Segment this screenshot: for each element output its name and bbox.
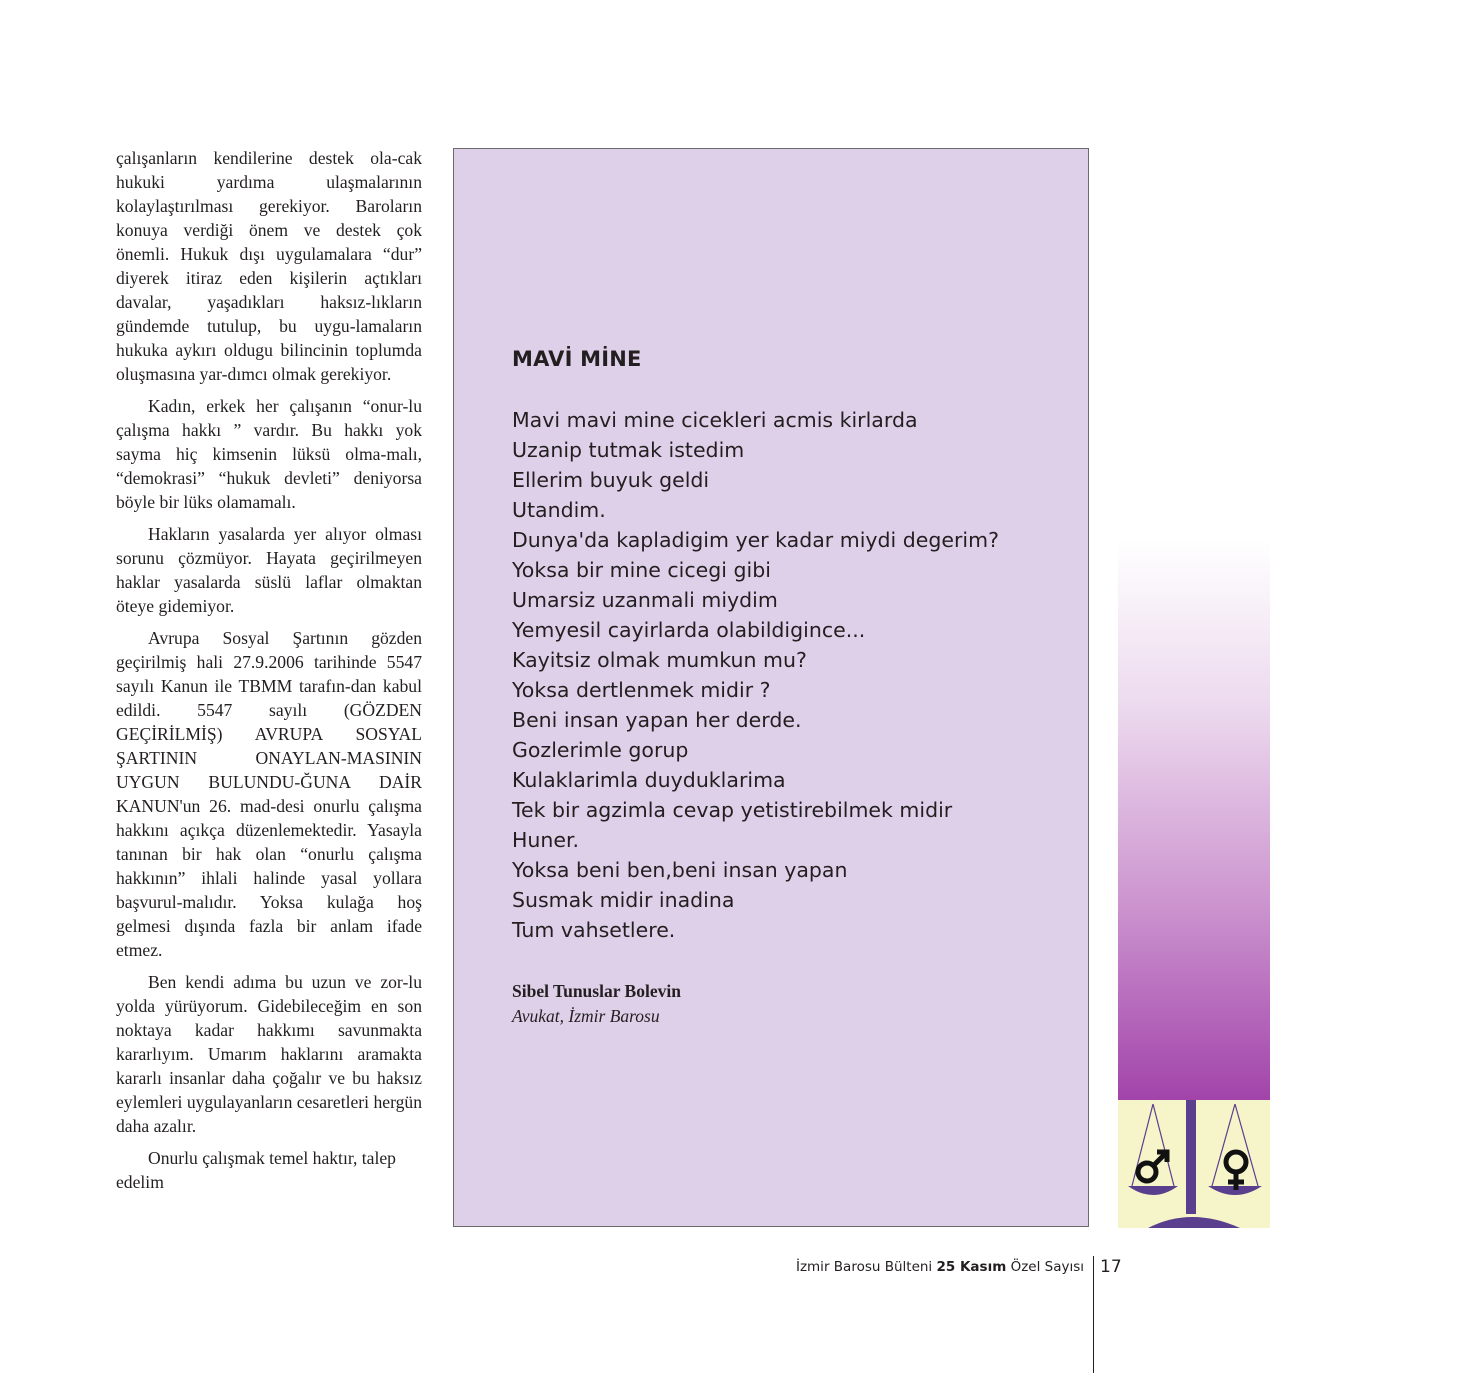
article-paragraph: Onurlu çalışmak temel haktır, talep edelim — [116, 1148, 396, 1192]
poem-line: Kulaklarimla duyduklarima — [512, 768, 786, 792]
footer-text-bold: 25 Kasım — [936, 1259, 1007, 1275]
balance-scale-icon — [1118, 1100, 1270, 1228]
poem-line: Yemyesil cayirlarda olabildigince... — [512, 618, 866, 642]
footer-divider — [1093, 1256, 1094, 1373]
poem-line: Dunya'da kapladigim yer kadar miydi degerim? — [512, 528, 999, 552]
poem-line: Yoksa beni ben,beni insan yapan — [512, 858, 848, 882]
poem-line: Yoksa bir mine cicegi gibi — [512, 558, 771, 582]
poem-line: Utandim. — [512, 498, 606, 522]
poem-line: Susmak midir inadina — [512, 888, 735, 912]
poem-line: Huner. — [512, 828, 580, 852]
poem-line: Tum vahsetlere. — [512, 918, 676, 942]
poem-lines — [512, 405, 1072, 945]
article-paragraph: çalışanların kendilerine destek ola-cak hukuki yardıma ulaşmalarının kolaylaştırılması gerekiyor. Baroların konuya verdiği önem ve destek çok önemli. Hukuk dışı uygulamalara “dur” diyerek itiraz eden kişilerin açtıkları davalar, yaşadıkları haksız-lıkların gündemde tutulup, bu uygu-lamaların hukuka aykırı oldugu bilincinin toplumda oluşmasına yar-dımcı olmak gerekiyor. — [116, 148, 422, 384]
footer-text-part: Özel Sayısı — [1006, 1259, 1084, 1275]
footer-publication — [700, 1259, 1084, 1275]
article-paragraph: Hakların yasalarda yer alıyor olması sorunu çözmüyor. Hayata geçirilmeyen haklar yasalarda süslü laflar olmaktan öteye gidemiyor. — [116, 524, 422, 616]
poem-line: Mavi mavi mine cicekleri acmis kirlarda — [512, 408, 918, 432]
poem-line: Umarsiz uzanmali miydim — [512, 588, 778, 612]
poem-line: Yoksa dertlenmek midir ? — [512, 678, 771, 702]
scale-illustration — [1118, 1100, 1270, 1228]
poem-line: Beni insan yapan her derde. — [512, 708, 802, 732]
article-column — [116, 146, 422, 1202]
poem-line: Tek bir agzimla cevap yetistirebilmek midir — [512, 798, 953, 822]
author-role: Avukat, İzmir Barosu — [512, 1006, 660, 1026]
article-paragraph: Kadın, erkek her çalışanın “onur-lu çalışma hakkı ” vardır. Bu hakkı yok sayma hiç kimsenin lüksü olma-malı, “demokrasi” “hukuk devleti” deniyorsa böyle bir lüks olamamalı. — [116, 396, 422, 512]
poem-box — [453, 148, 1089, 1227]
poem-author — [512, 979, 681, 1029]
author-name: Sibel Tunuslar Bolevin — [512, 981, 681, 1001]
poem-title: MAVİ MİNE — [512, 347, 642, 371]
female-symbol-icon — [1226, 1152, 1246, 1190]
poem-line: Uzanip tutmak istedim — [512, 438, 745, 462]
poem-line: Ellerim buyuk geldi — [512, 468, 710, 492]
article-paragraph: Ben kendi adıma bu uzun ve zor-lu yolda yürüyorum. Gidebileceğim en son noktaya kadar hakkımı savunmakta kararlıyım. Umarım haklarını aramakta kararlı insanlar daha çoğalır ve bu haksız eylemleri uygulayanların cesaretleri hergün daha azalır. — [116, 972, 422, 1136]
footer-text-part: İzmir Barosu Bülteni — [795, 1259, 937, 1275]
page-number: 17 — [1100, 1257, 1122, 1277]
article-paragraph: Avrupa Sosyal Şartının gözden geçirilmiş hali 27.9.2006 tarihinde 5547 sayılı Kanun ile TBMM tarafın-dan kabul edildi. 5547 sayılı (GÖZDEN GEÇİRİLMİŞ) AVRUPA SOSYAL ŞARTININ ONAYLAN-MASININ UYGUN BULUNDU-ĞUNA DAİR KANUN'un 26. mad-desi onurlu çalışma hakkını açıkça düzenlemektedir. Yasayla tanınan bir hak olan “onurlu çalışma hakkının” ihlali halinde yasal yollara başvurul-malıdır. Yoksa kulağa hoş gelmesi dışında fazla bir anlam ifade etmez. — [116, 628, 422, 960]
poem-line: Gozlerimle gorup — [512, 738, 689, 762]
poem-line: Kayitsiz olmak mumkun mu? — [512, 648, 807, 672]
male-symbol-icon — [1138, 1152, 1167, 1181]
decorative-gradient-bar — [1118, 540, 1270, 1100]
